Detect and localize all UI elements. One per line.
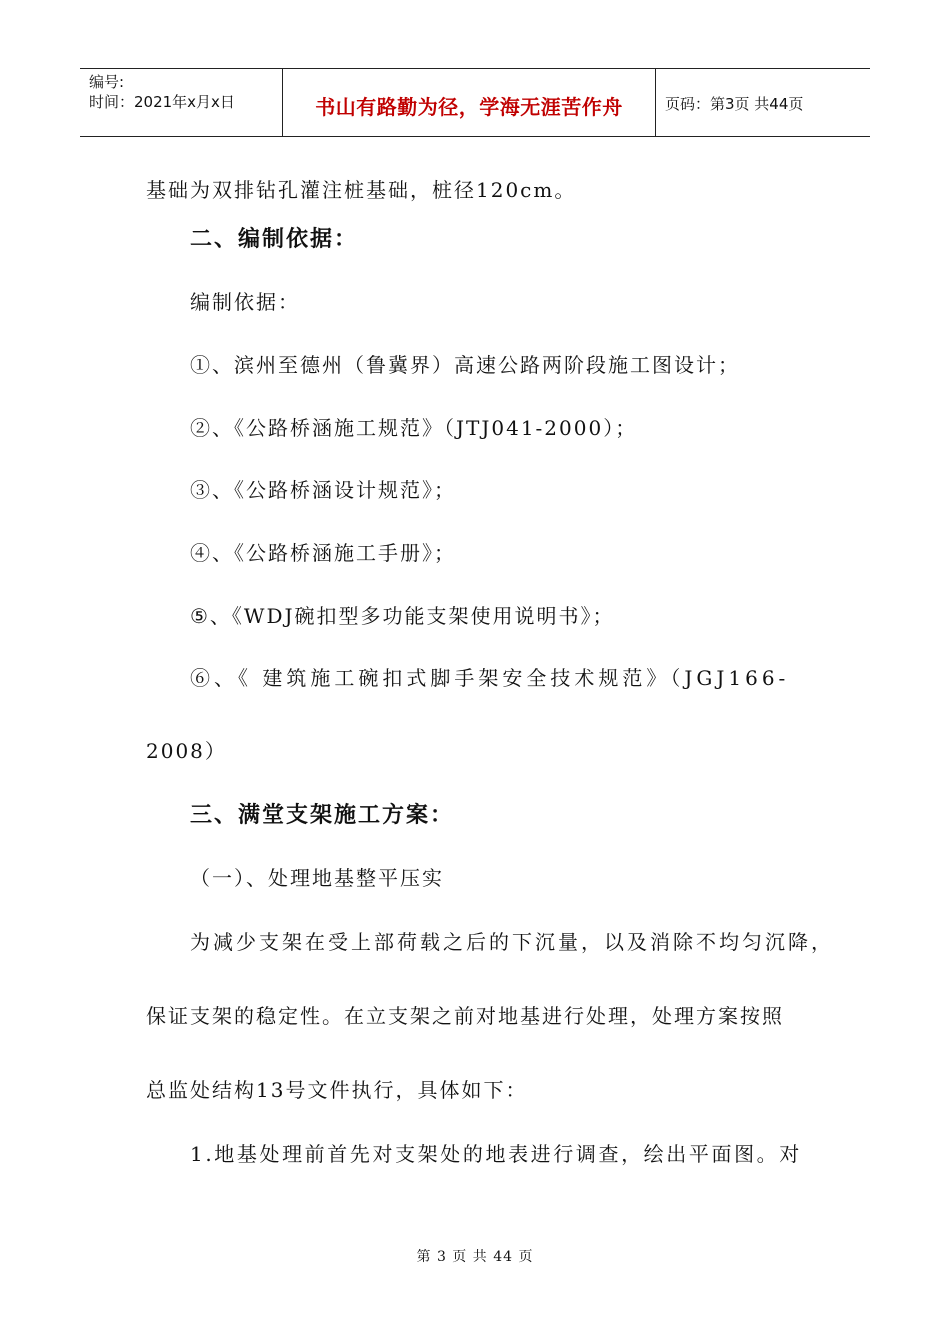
basis-label: 编制依据：	[190, 290, 300, 314]
motto-text: 书山有路勤为径，学海无涯苦作舟	[315, 95, 623, 119]
page-info: 页码：第3页 共44页	[665, 95, 804, 113]
heading-basis: 二、编制依据：	[190, 227, 359, 252]
paragraph-line-2: 保证支架的稳定性。在立支架之前对地基进行处理，处理方案按照	[146, 1004, 784, 1028]
basis-item-1: ①、滨州至德州（鲁冀界）高速公路两阶段施工图设计；	[190, 353, 740, 377]
subheading-foundation: （一）、处理地基整平压实	[190, 866, 444, 890]
basis-item-4: ④、《公路桥涵施工手册》；	[190, 541, 456, 565]
header-page-cell	[655, 69, 870, 136]
basis-item-2: ②、《公路桥涵施工规范》（JTJ041-2000）；	[190, 416, 638, 440]
basis-item-5: ⑤、《WDJ碗扣型多功能支架使用说明书》；	[190, 604, 615, 628]
code-label: 编号:	[89, 73, 125, 91]
paragraph-line-1: 为减少支架在受上部荷载之后的下沉量，以及消除不均匀沉降，	[190, 930, 834, 954]
page-footer: 第 3 页 共 44 页	[416, 1249, 534, 1265]
basis-item-6-cont: 2008）	[146, 739, 227, 763]
basis-item-3: ③、《公路桥涵设计规范》；	[190, 478, 456, 502]
document-header	[80, 68, 870, 137]
header-meta-cell	[80, 69, 282, 136]
intro-line: 基础为双排钻孔灌注桩基础，桩径120cm。	[146, 178, 577, 202]
heading-scheme: 三、满堂支架施工方案：	[190, 803, 455, 828]
time-label: 时间：2021年x月x日	[89, 93, 235, 111]
paragraph-line-3: 总监处结构13号文件执行，具体如下：	[146, 1078, 528, 1102]
basis-item-6: ⑥、《 建筑施工碗扣式脚手架安全技术规范》（JGJ166-	[190, 666, 790, 690]
paragraph-line-4: 1.地基处理前首先对支架处的地表进行调查，绘出平面图。对	[190, 1142, 802, 1166]
header-motto-cell	[282, 69, 656, 136]
